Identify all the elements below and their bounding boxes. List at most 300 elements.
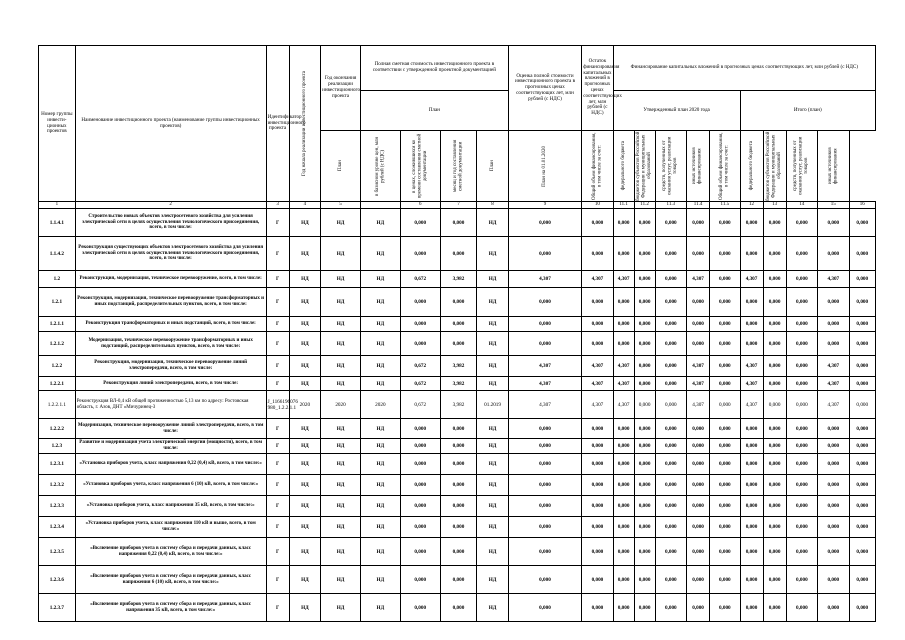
value-cell: 0,000	[849, 538, 875, 566]
header-sub-date-text: месяц и год составления сметной документации	[452, 139, 464, 193]
value-cell: 0,000	[710, 496, 740, 517]
value-cell: НД	[477, 517, 508, 538]
header-end-year: Год окончания реализации инвестиционного проекта	[321, 46, 361, 131]
value-cell: НД	[360, 209, 400, 237]
value-cell: 4,307	[582, 271, 613, 288]
value-cell: 0,000	[818, 496, 849, 517]
value-cell: НД	[321, 439, 361, 454]
value-cell: 4,307	[687, 271, 710, 288]
value-cell: НД	[477, 454, 508, 475]
header-sub-services-b	[786, 131, 817, 202]
value-cell: НД	[289, 517, 320, 538]
value-cell: 0,000	[655, 496, 686, 517]
value-cell: 0,000	[613, 209, 634, 237]
header-sub-services-a	[655, 131, 686, 202]
value-cell: 0,000	[763, 332, 786, 356]
column-number: 6	[400, 202, 440, 209]
project-name: Строительство новых объектов электросетевого хозяйства для усиления электрической сети в целях осуществления технологического присоединения, всего, в том числе:	[75, 209, 266, 237]
value-cell: 0,000	[818, 538, 849, 566]
value-cell: 0,000	[786, 594, 817, 622]
value-cell: 0,000	[710, 566, 740, 594]
value-cell: 0,000	[818, 454, 849, 475]
header-remaining: Остаток финансирования капитальных вложений в прогнозных ценах соответствующих лет, млн рублей (с НДС)	[582, 46, 613, 131]
table-row	[39, 454, 876, 475]
value-cell: 0,000	[440, 517, 477, 538]
value-cell: 0,672	[400, 377, 440, 391]
value-cell: 0,000	[786, 538, 817, 566]
value-cell: 0,000	[440, 237, 477, 271]
table-header	[39, 46, 876, 209]
value-cell: 0,000	[710, 419, 740, 439]
row-number: 1.2.3.4	[39, 517, 76, 538]
value-cell: 0,000	[849, 517, 875, 538]
value-cell: НД	[289, 377, 320, 391]
project-name: Реконструкция существующих объектов электросетевого хозяйства для усиления электрической сети в целях осуществления технологического присоединения, всего, в том числе:	[75, 237, 266, 271]
value-cell: 0,000	[613, 317, 634, 332]
table-body	[39, 209, 876, 622]
value-cell: 0,000	[786, 419, 817, 439]
value-cell: 0,000	[849, 391, 875, 419]
value-cell: 0,000	[849, 439, 875, 454]
value-cell: 3,982	[440, 377, 477, 391]
value-cell: 0,000	[786, 566, 817, 594]
value-cell: 0,000	[849, 496, 875, 517]
value-cell: 0,000	[687, 454, 710, 475]
value-cell: 4,307	[818, 377, 849, 391]
table-row	[39, 538, 876, 566]
value-cell: 0,000	[582, 517, 613, 538]
value-cell: 0,000	[786, 517, 817, 538]
value-cell: НД	[477, 317, 508, 332]
header-sub-plan-b-text: План	[489, 160, 495, 172]
row-number: 1.2.3.5	[39, 538, 76, 566]
project-name: Реконструкция, модернизация, техническое перевооружение трансформаторных и иных подстанций, распределительных пунктов, всего, в том числе:	[75, 288, 266, 317]
project-identifier: Г	[266, 566, 289, 594]
value-cell: НД	[321, 454, 361, 475]
header-estimated-cost: Оценка полной стоимости инвестиционного проекта в прогнозных ценах соответствующих лет, млн рублей (с НДС)	[508, 46, 581, 131]
value-cell: 0,000	[849, 317, 875, 332]
value-cell: 0,000	[613, 332, 634, 356]
value-cell: 4,307	[687, 356, 710, 377]
value-cell: 0,000	[849, 288, 875, 317]
value-cell: 0,000	[613, 594, 634, 622]
value-cell: НД	[321, 594, 361, 622]
row-number: 1.2.1	[39, 288, 76, 317]
project-identifier: Г	[266, 496, 289, 517]
value-cell: НД	[477, 566, 508, 594]
value-cell: НД	[321, 237, 361, 271]
value-cell: 0,000	[786, 391, 817, 419]
value-cell: НД	[289, 356, 320, 377]
value-cell: 0,000	[613, 538, 634, 566]
value-cell: 0,000	[582, 496, 613, 517]
value-cell: 0,000	[786, 332, 817, 356]
value-cell: 0,000	[655, 594, 686, 622]
value-cell: 0,000	[818, 288, 849, 317]
table-row	[39, 209, 876, 237]
value-cell: 0,000	[440, 538, 477, 566]
value-cell: 0,000	[508, 566, 581, 594]
project-name: «Установка приборов учета, класс напряжения 110 кВ и выше, всего, в том числе:»	[75, 517, 266, 538]
row-number: 1.2.3.7	[39, 594, 76, 622]
value-cell: 0,000	[818, 475, 849, 496]
value-cell: 0,000	[818, 332, 849, 356]
value-cell: НД	[477, 419, 508, 439]
project-name: Реконструкция, модернизация, техническое перевооружение линий электропередачи, всего, в том числе:	[75, 356, 266, 377]
table-row	[39, 237, 876, 271]
value-cell: НД	[477, 594, 508, 622]
header-sub-services-b-text: средств, полученных от оказания услуг, реализации товаров	[793, 136, 810, 196]
value-cell: 0,000	[710, 317, 740, 332]
header-row-number: Номер группы инвести-ционных проектов	[39, 46, 76, 202]
value-cell: 0,000	[687, 594, 710, 622]
value-cell: НД	[289, 271, 320, 288]
value-cell: 4,307	[740, 377, 763, 391]
project-identifier: Г	[266, 419, 289, 439]
header-sub-plan-a	[321, 131, 361, 202]
value-cell: 4,307	[818, 391, 849, 419]
value-cell: 0,672	[400, 271, 440, 288]
value-cell: 0,000	[634, 237, 655, 271]
value-cell: НД	[321, 332, 361, 356]
value-cell: НД	[360, 566, 400, 594]
value-cell: 0,000	[440, 475, 477, 496]
value-cell: 0,000	[634, 288, 655, 317]
value-cell: 0,000	[655, 356, 686, 377]
value-cell: НД	[321, 377, 361, 391]
header-sub-subjects-b	[763, 131, 786, 202]
value-cell: 0,000	[740, 332, 763, 356]
header-sub-total-a	[582, 131, 613, 202]
value-cell: 0,000	[818, 439, 849, 454]
row-number: 1.2.1.2	[39, 332, 76, 356]
value-cell: 0,000	[634, 332, 655, 356]
value-cell: НД	[289, 419, 320, 439]
value-cell: 0,000	[740, 496, 763, 517]
value-cell: 0,000	[613, 566, 634, 594]
value-cell: 0,000	[763, 209, 786, 237]
value-cell: 0,000	[763, 237, 786, 271]
column-number: 10	[582, 202, 613, 209]
value-cell: 0,000	[634, 271, 655, 288]
value-cell: 0,000	[740, 288, 763, 317]
value-cell: НД	[321, 419, 361, 439]
value-cell: 0,000	[740, 237, 763, 271]
row-number: 1.2.3.6	[39, 566, 76, 594]
value-cell: 0,000	[687, 237, 710, 271]
value-cell: 0,000	[710, 454, 740, 475]
row-number: 1.2.3.1	[39, 454, 76, 475]
value-cell: 0,000	[763, 391, 786, 419]
value-cell: 0,000	[786, 454, 817, 475]
value-cell: 0,672	[400, 356, 440, 377]
value-cell: НД	[321, 517, 361, 538]
column-number: 14	[786, 202, 817, 209]
value-cell: 0,000	[400, 288, 440, 317]
value-cell: НД	[289, 332, 320, 356]
value-cell: 0,000	[818, 517, 849, 538]
project-identifier: Г	[266, 356, 289, 377]
value-cell: 0,000	[400, 317, 440, 332]
value-cell: 4,307	[613, 391, 634, 419]
value-cell: 4,307	[508, 377, 581, 391]
value-cell: 0,000	[655, 237, 686, 271]
value-cell: 4,307	[687, 377, 710, 391]
value-cell: 0,000	[710, 288, 740, 317]
header-sub-current-prices-text: в базисном уровне цен, млн рублей (с НДС)	[374, 136, 386, 196]
column-number: 9	[508, 202, 581, 209]
value-cell: 01.2019	[477, 391, 508, 419]
project-name: Модернизация, техническое перевооружение трансформаторных и иных подстанций, распределительных пунктов, всего, в том числе:	[75, 332, 266, 356]
value-cell: НД	[477, 332, 508, 356]
value-cell: 0,000	[740, 517, 763, 538]
value-cell: 4,307	[687, 391, 710, 419]
value-cell: 0,000	[582, 566, 613, 594]
project-name: Реконструкция ВЛ-0,4 кВ общей протяженностью 5,13 км по адресу: Ростовская область, г. Азов, ДНТ «Мичуринец-3	[75, 391, 266, 419]
value-cell: НД	[289, 538, 320, 566]
value-cell: 0,000	[440, 419, 477, 439]
value-cell: 0,000	[655, 419, 686, 439]
value-cell: 0,000	[740, 475, 763, 496]
value-cell: 0,000	[634, 419, 655, 439]
header-sub-services-a-text: средств, полученных от оказания услуг, реализации товаров	[662, 136, 679, 196]
row-number: 1.2.2	[39, 356, 76, 377]
header-sub-date	[440, 131, 477, 202]
value-cell: 4,307	[818, 356, 849, 377]
value-cell: 0,000	[440, 439, 477, 454]
value-cell: 0,000	[786, 288, 817, 317]
value-cell: НД	[289, 454, 320, 475]
value-cell: 0,000	[655, 209, 686, 237]
header-sub-plan-a-text: План	[337, 160, 343, 172]
value-cell: 0,000	[655, 377, 686, 391]
value-cell: 0,000	[687, 332, 710, 356]
value-cell: 0,000	[655, 317, 686, 332]
value-cell: 0,000	[613, 237, 634, 271]
project-identifier: Г	[266, 517, 289, 538]
project-name: «Установка приборов учета, класс напряжения 6 (10) кВ, всего, в том числе:»	[75, 475, 266, 496]
project-identifier: Г	[266, 209, 289, 237]
value-cell: 0,000	[687, 209, 710, 237]
project-name: «Установка приборов учета, класс напряжения 0,22 (0,4) кВ, всего, в том числе:»	[75, 454, 266, 475]
column-number: 1	[39, 202, 76, 209]
value-cell: НД	[289, 209, 320, 237]
project-identifier: Г	[266, 317, 289, 332]
value-cell: 0,000	[763, 377, 786, 391]
value-cell: 0,000	[400, 538, 440, 566]
column-number: 15	[818, 202, 849, 209]
table-row	[39, 317, 876, 332]
header-approved-plan: Утвержденный план 2020 года	[613, 91, 740, 131]
header-sub-federal-a-text: федерального бюджета	[620, 141, 626, 191]
value-cell: 0,000	[655, 332, 686, 356]
value-cell: 0,000	[849, 237, 875, 271]
project-identifier: Г	[266, 538, 289, 566]
header-sub-base-prices-text: в ценах, сложившихся ко времени составления сметной документации	[411, 133, 428, 199]
column-number: 3	[266, 202, 289, 209]
value-cell: 0,000	[634, 209, 655, 237]
project-identifier: Г	[266, 475, 289, 496]
value-cell: 0,000	[655, 475, 686, 496]
header-start-year-text: Год начала реализации инвестиционного проекта	[302, 71, 308, 176]
value-cell: 4,307	[508, 356, 581, 377]
value-cell: 0,000	[655, 391, 686, 419]
column-number: 11.3	[655, 202, 686, 209]
value-cell: 0,000	[508, 538, 581, 566]
table-row	[39, 377, 876, 391]
value-cell: 0,000	[655, 439, 686, 454]
value-cell: 4,307	[613, 271, 634, 288]
column-number: 16	[849, 202, 875, 209]
header-full-cost: Полная сметная стоимость инвестиционного проекта в соответствии с утвержденной проектной документацией	[360, 46, 508, 91]
value-cell: 0,000	[655, 566, 686, 594]
value-cell: 0,672	[400, 391, 440, 419]
value-cell: 0,000	[613, 288, 634, 317]
value-cell: 0,000	[655, 288, 686, 317]
value-cell: НД	[321, 317, 361, 332]
value-cell: 0,000	[655, 454, 686, 475]
value-cell: 0,000	[763, 419, 786, 439]
value-cell: 0,000	[818, 419, 849, 439]
project-name: Развитие и модернизация учета электрической энергии (мощности), всего, в том числе:	[75, 439, 266, 454]
value-cell: 0,000	[763, 538, 786, 566]
value-cell: 0,000	[786, 439, 817, 454]
value-cell: 0,000	[740, 566, 763, 594]
header-sub-other-a-text: иных источников финансирования	[692, 147, 704, 185]
value-cell: 0,000	[687, 317, 710, 332]
value-cell: 0,000	[740, 439, 763, 454]
value-cell: 0,000	[440, 594, 477, 622]
project-identifier: Г	[266, 594, 289, 622]
value-cell: 0,000	[582, 594, 613, 622]
project-name: Реконструкция линий электропередачи, всего, в том числе:	[75, 377, 266, 391]
value-cell: 0,000	[786, 377, 817, 391]
header-sub-subjects-a	[634, 131, 655, 202]
column-number: 11.4	[687, 202, 710, 209]
table-row	[39, 271, 876, 288]
value-cell: НД	[289, 288, 320, 317]
value-cell: 4,307	[740, 356, 763, 377]
header-sub-subjects-a-text: бюджетов субъектов Российской Федерации и муниципальных образований	[636, 131, 653, 201]
value-cell: 0,000	[508, 419, 581, 439]
header-sub-plan-date	[508, 131, 581, 202]
project-name: «Включение приборов учета в систему сбора и передачи данных, класс напряжения 6 (10) кВ, всего, в том числе:»	[75, 566, 266, 594]
header-identifier: Идентификатор инвестиционного проекта	[266, 46, 289, 202]
value-cell: 0,000	[786, 496, 817, 517]
value-cell: НД	[477, 475, 508, 496]
value-cell: 0,000	[849, 332, 875, 356]
value-cell: 0,000	[740, 317, 763, 332]
header-financing: Финансирование капитальных вложений в прогнозных ценах соответствующих лет, млн рублей (с НДС)	[613, 46, 875, 91]
project-identifier: Г	[266, 454, 289, 475]
value-cell: 4,307	[613, 356, 634, 377]
header-sub-plan-b	[477, 131, 508, 202]
table-row	[39, 391, 876, 419]
value-cell: НД	[289, 475, 320, 496]
value-cell: 0,000	[786, 356, 817, 377]
value-cell: 0,000	[400, 475, 440, 496]
row-number: 1.2.3.3	[39, 496, 76, 517]
value-cell: 0,000	[849, 475, 875, 496]
value-cell: 4,307	[740, 271, 763, 288]
value-cell: 0,000	[440, 566, 477, 594]
row-number: 1.2.1.1	[39, 317, 76, 332]
row-number: 1.2.2.1.1	[39, 391, 76, 419]
value-cell: НД	[360, 317, 400, 332]
table-row	[39, 594, 876, 622]
value-cell: 0,000	[634, 538, 655, 566]
value-cell: 0,000	[634, 391, 655, 419]
value-cell: 0,000	[508, 594, 581, 622]
header-sub-total-b	[710, 131, 740, 202]
value-cell: НД	[321, 538, 361, 566]
value-cell: 0,000	[400, 496, 440, 517]
column-number: 11.5	[710, 202, 740, 209]
value-cell: НД	[360, 271, 400, 288]
table-row	[39, 566, 876, 594]
project-identifier: Г	[266, 271, 289, 288]
value-cell: 0,000	[763, 317, 786, 332]
header-sub-other-b	[818, 131, 849, 202]
column-number: 11.2	[634, 202, 655, 209]
project-name: Реконструкция трансформаторных и иных подстанций, всего, в том числе:	[75, 317, 266, 332]
value-cell: НД	[360, 288, 400, 317]
value-cell: 0,000	[786, 237, 817, 271]
project-identifier: J_1166196076 980_1.2.2.1.1	[266, 391, 289, 419]
value-cell: 0,000	[655, 517, 686, 538]
value-cell: 0,000	[440, 288, 477, 317]
value-cell: НД	[477, 356, 508, 377]
value-cell: 0,000	[655, 538, 686, 566]
value-cell: 0,000	[710, 377, 740, 391]
value-cell: 0,000	[710, 517, 740, 538]
value-cell: 4,307	[582, 377, 613, 391]
row-number: 1.2.2.1	[39, 377, 76, 391]
column-number: 5	[321, 202, 361, 209]
value-cell: НД	[321, 356, 361, 377]
project-identifier: Г	[266, 439, 289, 454]
value-cell: 0,000	[440, 496, 477, 517]
header-total-plan: Итого (план)	[740, 91, 876, 131]
value-cell: 0,000	[710, 439, 740, 454]
value-cell: НД	[289, 317, 320, 332]
value-cell: 0,000	[400, 237, 440, 271]
header-plan: План	[360, 91, 508, 131]
project-name: Реконструкция, модернизация, техническое перевооружение, всего, в том числе:	[75, 271, 266, 288]
value-cell: 0,000	[634, 496, 655, 517]
value-cell: НД	[477, 271, 508, 288]
value-cell: 0,000	[613, 475, 634, 496]
value-cell: 0,000	[634, 439, 655, 454]
column-numbers-row	[39, 202, 876, 209]
header-sub-base-prices	[400, 131, 440, 202]
value-cell: 0,000	[582, 538, 613, 566]
header-sub-current-prices	[360, 131, 400, 202]
header-sub-federal-a	[613, 131, 634, 202]
table-row	[39, 517, 876, 538]
value-cell: НД	[360, 439, 400, 454]
value-cell: 0,000	[400, 454, 440, 475]
value-cell: НД	[321, 496, 361, 517]
value-cell: 0,000	[613, 419, 634, 439]
value-cell: НД	[477, 377, 508, 391]
value-cell: 0,000	[687, 517, 710, 538]
value-cell: 0,000	[818, 317, 849, 332]
value-cell: 0,000	[763, 439, 786, 454]
value-cell: 0,000	[508, 317, 581, 332]
value-cell: 0,000	[710, 332, 740, 356]
value-cell: 0,000	[582, 209, 613, 237]
